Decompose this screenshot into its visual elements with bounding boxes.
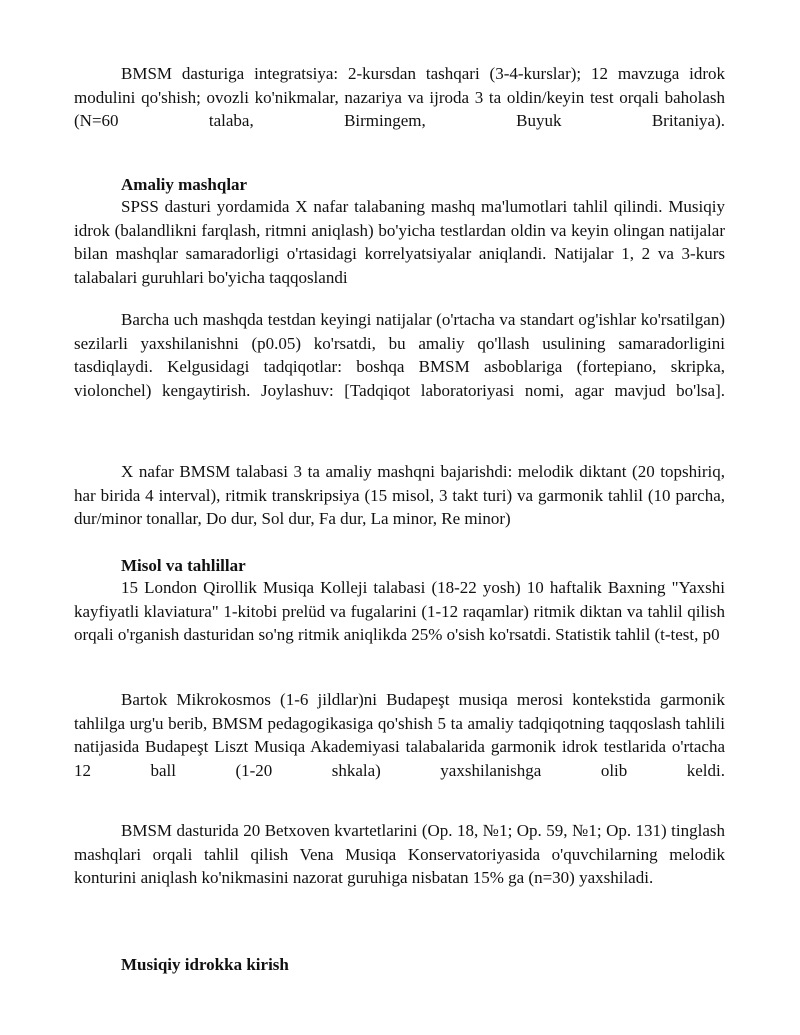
paragraph-bartok: Bartok Mikrokosmos (1-6 jildlar)ni Budapeşt musiqa merosi kontekstida garmonik tahlilga urg'u berib, BMSM pedagogikasiga qo'shish 5 ta amaliy tadqiqotning taqqoslash tahlili natijasida Budapeşt Liszt Musiqa Akademiyasi talabalarida garmonik idrok testlarida o'rtacha 12 ball (1-20 shkala) yaxshilanishga olib keldi. (74, 690, 725, 780)
paragraph-integration: BMSM dasturiga integratsiya: 2-kursdan tashqari (3-4-kurslar); 12 mavzuga idrok modulini qo'shish; ovozli ko'nikmalar, nazariya va ijroda 3 ta oldin/keyin test orqali baholash (N=60 talaba, Birmingem, Buyuk Britaniya). (74, 64, 725, 130)
heading-examples-analysis: Misol va tahlillar (121, 556, 246, 575)
paragraph-spss-analysis: SPSS dasturi yordamida X nafar talabaning mashq ma'lumotlari tahlil qilindi. Musiqiy idrok (balandlikni farqlash, ritmni aniqlash) bo'yicha testlardan oldin va keyin olingan natijalar bilan mashqlar samaradorligi o'rtasidagi korrelyatsiyalar aniqlandi. Natijalar 1, 2 va 3-kurs talabalari guruhlari bo'yicha taqqoslandi (74, 197, 725, 287)
heading-practical-exercises: Amaliy mashqlar (121, 175, 248, 194)
paragraph-london-college: 15 London Qirollik Musiqa Kolleji talabasi (18-22 yosh) 10 haftalik Baxning "Yaxshi kayfiyatli klaviatura" 1-kitobi prelüd va fugalarini (1-12 raqamlar) ritmik diktan va tahlil qilish orqali o'rganish dasturidan so'ng ritmik aniqlikda 25% o'sish ko'rsatdi. Statistik tahlil (t-test, p0 (74, 578, 725, 644)
paragraph-exercises: X nafar BMSM talabasi 3 ta amaliy mashqni bajarishdi: melodik diktant (20 topshiriq, har birida 4 interval), ritmik transkripsiya (15 misol, 3 takt turi) va garmonik tahlil (10 parcha, dur/minor tonallar, Do dur, Sol dur, Fa dur, La minor, Re minor) (74, 462, 725, 528)
paragraph-beethoven: BMSM dasturida 20 Betxoven kvartetlarini (Op. 18, №1; Op. 59, №1; Op. 131) tinglash mashqlari orqali tahlil qilish Vena Musiqa Konservatoriyasida o'quvchilarning melodik konturini aniqlash ko'nikmasini nazorat guruhiga nisbatan 15% ga (n=30) yaxshiladi. (74, 821, 725, 887)
heading-music-perception-intro: Musiqiy idrokka kirish (121, 955, 289, 974)
paragraph-results: Barcha uch mashqda testdan keyingi natijalar (o'rtacha va standart og'ishlar ko'rsatilgan) sezilarli yaxshilanishni (p0.05) ko'rsatdi, bu amaliy qo'llash usulining samaradorligini tasdiqlaydi. Kelgusidagi tadqiqotlar: boshqa BMSM asboblariga (fortepiano, skripka, violonchel) kengaytirish. Joylashuv: [Tadqiqot laboratoriyasi nomi, agar mavjud bo'lsa]. (74, 310, 725, 400)
